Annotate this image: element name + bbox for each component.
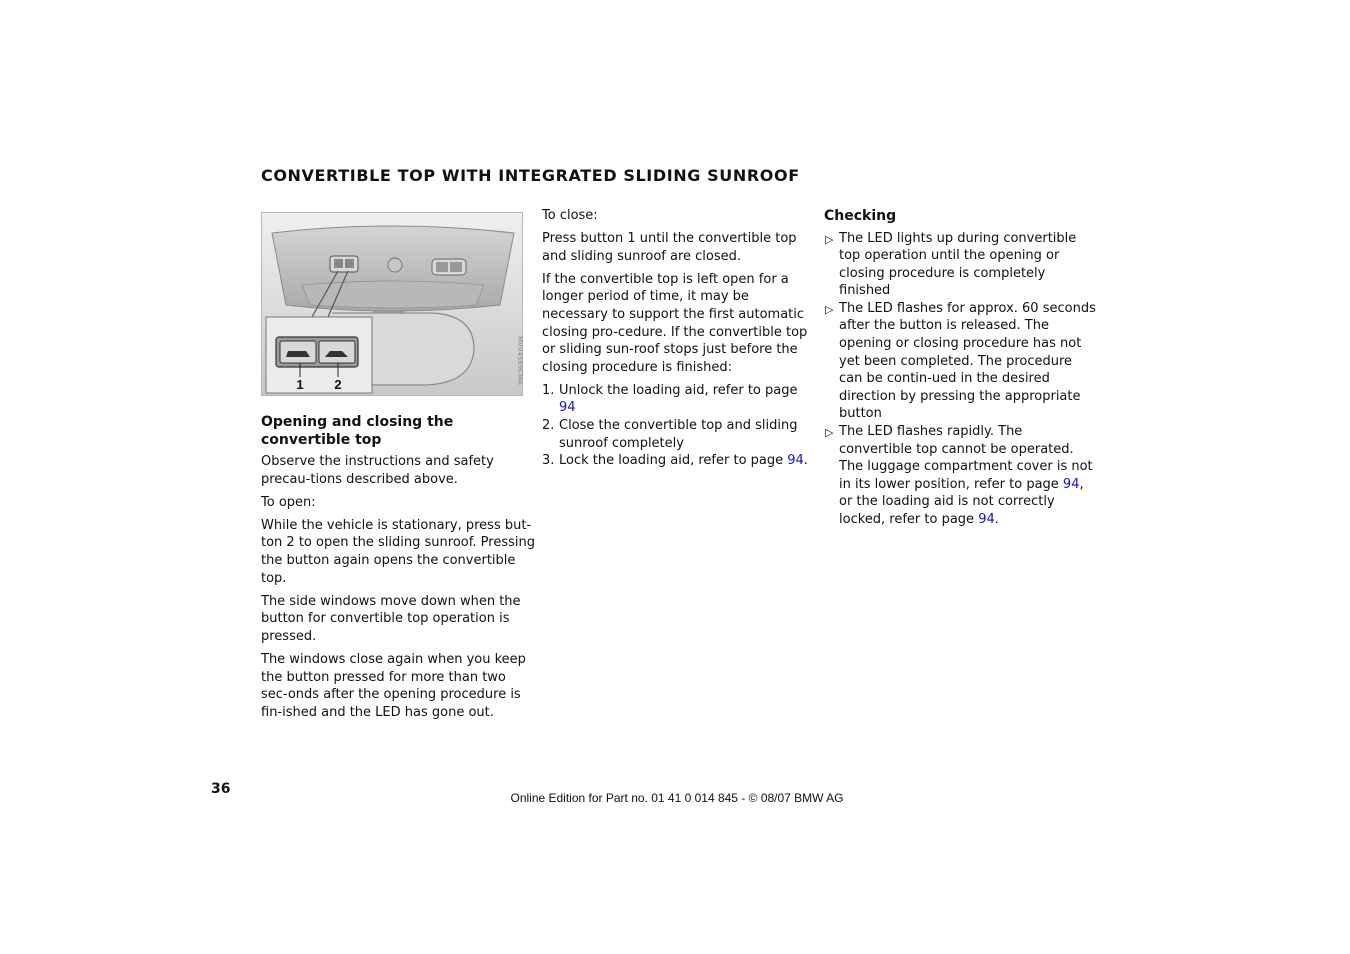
left-column [261, 414, 536, 727]
list-item [542, 417, 816, 452]
bullet-extra-text: , or the loading aid is not correctly locked, refer to page [839, 476, 1084, 527]
bullet-text: The LED lights up during convertible top operation until the opening or closing procedure is completely finished [839, 230, 1077, 299]
list-item [824, 300, 1096, 423]
bullet-extra-text: . [994, 512, 999, 527]
bullet-extra-text: The luggage compartment cover is not in its lower position, refer to page [839, 459, 1093, 492]
checking-subheading: Checking [824, 208, 897, 224]
console-illustration [262, 213, 523, 396]
paragraph: If the convertible top is left open for a longer period of time, it may be necessary to support the first automatic closing pro-cedure. If the convertible top or sliding sun-roof stops just before the closing procedure is finished: [542, 271, 808, 375]
triangle-bullet-icon: ▷ [825, 426, 834, 440]
page-link[interactable]: 94 [978, 512, 995, 527]
paragraph: While the vehicle is stationary, press but-ton 2 to open the sliding sunroof. Pressing the button again opens the convertible top. [261, 517, 535, 586]
step-after: . [803, 453, 808, 469]
figure-label-2: 2 [334, 377, 342, 392]
step-number: 1. [542, 382, 555, 398]
step-text: Unlock the loading aid, refer to page [559, 382, 798, 398]
opening-closing-subheading: Opening and closing the convertible top [261, 414, 454, 448]
footer-edition: Online Edition for Part no. 01 41 0 014 845 - © 08/07 BMW AG [510, 791, 844, 805]
right-column [824, 208, 1096, 529]
bullet-text: The LED flashes rapidly. The convertible top cannot be operated. [839, 424, 1074, 457]
figure-label-1: 1 [296, 377, 304, 392]
paragraph: Observe the instructions and safety precau-tions described above. [261, 454, 494, 487]
paragraph: Press button 1 until the convertible top and sliding sunroof are closed. [542, 231, 797, 264]
step-text: Close the convertible top and sliding sunroof completely [559, 418, 798, 451]
step-number: 2. [542, 418, 555, 434]
section-heading: CONVERTIBLE TOP WITH INTEGRATED SLIDING SUNROOF [261, 166, 800, 185]
closing-steps-list [542, 382, 816, 470]
list-item [824, 423, 1096, 529]
figure-code: MV04569CMA [516, 336, 524, 385]
step-text: Lock the loading aid, refer to page [559, 453, 788, 469]
triangle-bullet-icon: ▷ [825, 232, 834, 246]
page-link[interactable]: 94 [787, 453, 804, 469]
console-figure [261, 212, 523, 396]
paragraph: To close: [542, 208, 598, 223]
page-link[interactable]: 94 [559, 400, 576, 416]
list-item [542, 452, 816, 470]
step-number: 3. [542, 453, 555, 469]
list-item [542, 382, 816, 417]
middle-column [542, 207, 816, 470]
page-link[interactable]: 94 [1062, 476, 1080, 492]
page-number: 36 [211, 781, 231, 797]
list-item [824, 230, 1096, 300]
paragraph: The side windows move down when the button for convertible top operation is pressed. [261, 593, 521, 644]
bullet-text: The LED flashes for approx. 60 seconds after the button is released. The opening or closing procedure has not yet been completed. The procedure can be contin-ued in the desired direction by pressing the appropriate button [839, 300, 1096, 422]
led-status-list [824, 230, 1096, 529]
triangle-bullet-icon: ▷ [825, 302, 834, 316]
paragraph: To open: [261, 494, 316, 510]
paragraph: The windows close again when you keep the button pressed for more than two sec-onds after the opening procedure is fin-ished and the LED has gone out. [261, 651, 526, 720]
